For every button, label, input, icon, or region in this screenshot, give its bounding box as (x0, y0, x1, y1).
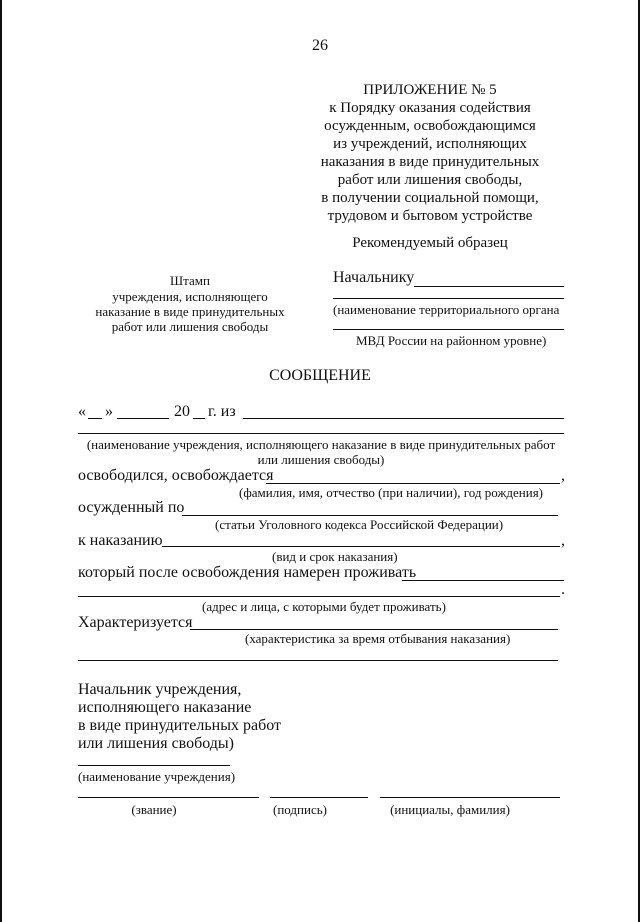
recipient-organ-field[interactable] (333, 298, 564, 299)
rank-field[interactable] (78, 797, 259, 798)
rank-caption: (звание) (131, 802, 177, 817)
date-day-field[interactable] (88, 418, 102, 419)
period: . (561, 581, 565, 598)
from-institution-field[interactable] (243, 418, 564, 419)
sample-label: Рекомендуемый образец (352, 235, 508, 251)
stamp-line: работ или лишения свободы (111, 319, 269, 334)
recipient-label: Начальнику (333, 269, 415, 286)
document-heading: СООБЩЕНИЕ (269, 367, 371, 384)
appendix-line: к Порядку оказания содействия (329, 100, 531, 116)
institution-caption: (наименование учреждения, исполняющего наказание в виде принудительных работ (86, 437, 556, 452)
appendix-title: ПРИЛОЖЕНИЕ № 5 (363, 82, 497, 98)
date-year-prefix: 20 (174, 403, 190, 420)
appendix-line: осужденным, освобождающимся (324, 118, 536, 134)
institution-caption: или лишения свободы) (257, 452, 385, 467)
signature-line: в виде принудительных работ (78, 717, 282, 734)
recipient-name-field[interactable] (414, 286, 564, 287)
comma: , (561, 467, 565, 484)
punishment-caption: (вид и срок наказания) (272, 549, 398, 564)
institution-name-caption: (наименование учреждения) (78, 769, 236, 784)
stamp-line: Штамп (170, 273, 210, 288)
released-name-field[interactable] (266, 483, 560, 484)
punishment-field[interactable] (162, 546, 560, 547)
institution-name-field[interactable] (78, 765, 230, 766)
date-year-field[interactable] (193, 418, 205, 419)
signature-field[interactable] (270, 797, 368, 798)
residence-caption: (адрес и лица, с которыми будет проживать) (202, 599, 446, 614)
sign-caption: (подпись) (273, 802, 327, 817)
signature-line: или лишения свободы) (78, 735, 235, 752)
initials-field[interactable] (380, 797, 560, 798)
appendix-line: трудовом и бытовом устройстве (327, 208, 533, 224)
recipient-caption: (наименование территориального органа (333, 302, 560, 317)
character-label: Характеризуется (78, 614, 193, 631)
appendix-line: в получении социальной помощи, (321, 190, 539, 206)
comma: , (561, 532, 565, 549)
signature-line: исполняющего наказание (78, 699, 252, 716)
recipient-organ-field-2[interactable] (333, 329, 564, 330)
signature-line: Начальник учреждения, (78, 681, 242, 698)
punishment-label: к наказанию (78, 532, 163, 549)
character-field-2[interactable] (78, 660, 558, 661)
institution-field[interactable] (78, 433, 564, 434)
date-year-suffix: г. из (208, 403, 236, 420)
page-number: 26 (312, 37, 328, 54)
residence-label: который после освобождения намерен проживать (78, 564, 417, 581)
appendix-line: из учреждений, исполняющих (333, 136, 527, 152)
residence-field-2[interactable] (78, 596, 560, 597)
recipient-caption: МВД России на районном уровне) (356, 333, 547, 348)
appendix-line: наказания в виде принудительных (320, 154, 540, 170)
stamp-line: наказание в виде принудительных (95, 304, 285, 319)
convicted-caption: (статьи Уголовного кодекса Российской Федерации) (215, 517, 504, 532)
character-caption: (характеристика за время отбывания наказания) (245, 631, 511, 646)
date-open-quote: « (78, 403, 86, 420)
released-label: освободился, освобождается (78, 467, 274, 484)
residence-field[interactable] (402, 580, 564, 581)
page-border-left (0, 0, 2, 922)
name-caption: (инициалы, фамилия) (390, 802, 510, 817)
stamp-line: учреждения, исполняющего (112, 289, 268, 304)
released-caption: (фамилия, имя, отчество (при наличии), год рождения) (239, 485, 544, 500)
convicted-articles-field[interactable] (182, 515, 558, 516)
date-close-quote: » (105, 403, 113, 420)
character-field[interactable] (190, 629, 558, 630)
appendix-line: работ или лишения свободы, (337, 172, 523, 188)
date-month-field[interactable] (117, 418, 169, 419)
convicted-label: осужденный по (78, 499, 185, 516)
